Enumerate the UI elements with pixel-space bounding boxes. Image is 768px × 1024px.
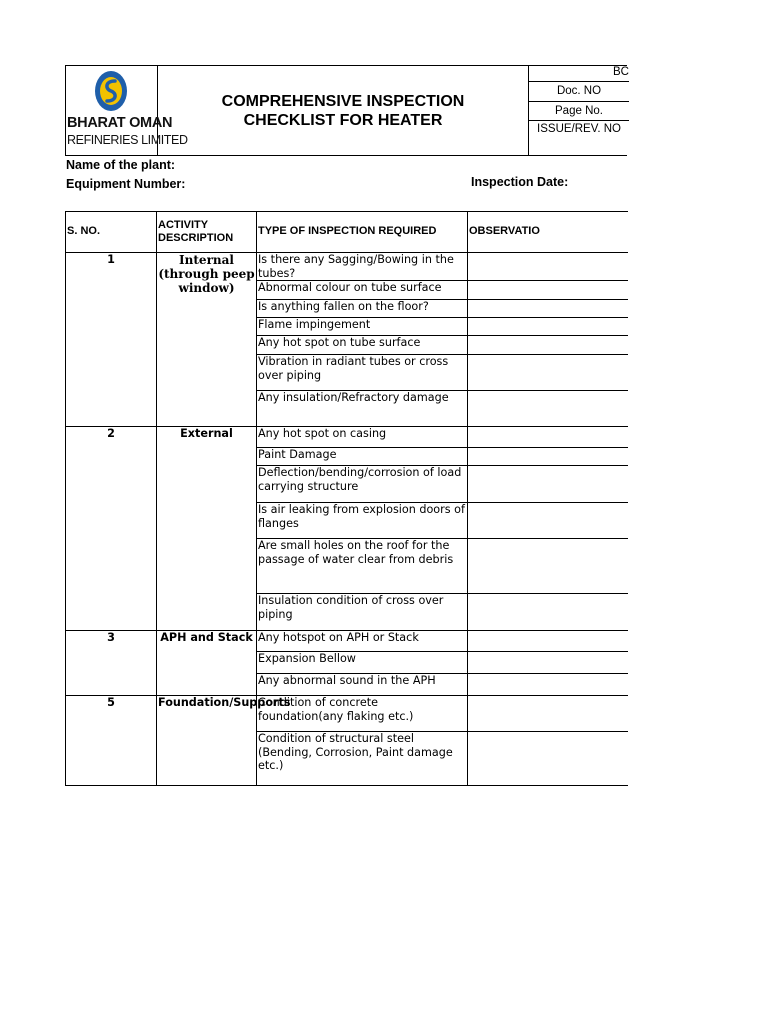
issue-rev-cell: ISSUE/REV. NO [537,123,621,135]
refinery-emblem-icon [93,69,129,113]
document-header [65,65,627,156]
inspection-item: Any hot spot on tube surface [257,336,468,355]
observation-cell[interactable] [468,539,628,594]
doc-no-cell: Doc. NO [529,82,629,102]
inspection-item: Flame impingement [257,318,468,336]
inspection-item: Any hot spot on casing [257,427,468,448]
plant-name-label: Name of the plant: [66,158,176,172]
observation-cell[interactable] [468,594,628,631]
title-line-1: COMPREHENSIVE INSPECTION [221,93,465,110]
inspection-item: Any hotspot on APH or Stack [257,631,468,652]
activity-cell: External [157,427,257,631]
inspection-item: Any insulation/Refractory damage [257,391,468,427]
title-line-2: CHECKLIST FOR HEATER [243,112,443,129]
inspection-table [65,211,628,786]
doc-code: BC [613,66,629,78]
observation-cell[interactable] [468,300,628,318]
observation-cell[interactable] [468,674,628,696]
sno-cell: 2 [66,427,157,631]
brand-name: BHARAT OMAN [67,115,173,131]
table-row [66,253,628,281]
inspection-item: Insulation condition of cross over piping [257,594,468,631]
inspection-item: Condition of concrete foundation(any flaking etc.) [257,696,468,732]
activity-cell: Foundation/Supports [157,696,257,786]
document-title [158,92,528,130]
observation-cell[interactable] [468,281,628,300]
observation-cell[interactable] [468,427,628,448]
inspection-item: Is there any Sagging/Bowing in the tubes? [257,253,468,281]
observation-cell[interactable] [468,448,628,466]
brand-subtitle: REFINERIES LIMITED [67,133,188,147]
observation-cell[interactable] [468,355,628,391]
observation-cell[interactable] [468,652,628,674]
sno-cell: 3 [66,631,157,696]
table-row [66,631,628,652]
inspection-item: Are small holes on the roof for the passage of water clear from debris [257,539,468,594]
inspection-item: Vibration in radiant tubes or cross over piping [257,355,468,391]
company-logo [66,66,188,155]
col-header-sno: S. NO. [66,212,157,253]
activity-cell: APH and Stack [157,631,257,696]
sno-cell: 1 [66,253,157,427]
table-row [66,696,628,732]
inspection-item: Deflection/bending/corrosion of load carrying structure [257,466,468,503]
inspection-item: Any abnormal sound in the APH [257,674,468,696]
page-no-cell: Page No. [529,102,629,121]
inspection-item: Expansion Bellow [257,652,468,674]
table-header-row [66,212,628,253]
col-header-type: TYPE OF INSPECTION REQUIRED [257,212,468,253]
col-header-activity: ACTIVITY DESCRIPTION [157,212,257,253]
activity-cell: Internal (through peep window) [157,253,257,427]
observation-cell[interactable] [468,732,628,786]
sno-cell: 5 [66,696,157,786]
inspection-item: Paint Damage [257,448,468,466]
observation-cell[interactable] [468,336,628,355]
inspection-item: Is air leaking from explosion doors of flanges [257,503,468,539]
doc-code-cell [529,66,629,82]
inspection-item: Is anything fallen on the floor? [257,300,468,318]
table-row [66,427,628,448]
observation-cell[interactable] [468,503,628,539]
equipment-number-label: Equipment Number: [66,177,186,191]
observation-cell[interactable] [468,631,628,652]
observation-cell[interactable] [468,696,628,732]
col-header-observation: OBSERVATIO [468,212,628,253]
observation-cell[interactable] [468,466,628,503]
inspection-item: Condition of structural steel (Bending, Corrosion, Paint damage etc.) [257,732,468,786]
observation-cell[interactable] [468,253,628,281]
observation-cell[interactable] [468,391,628,427]
inspection-date-label: Inspection Date: [471,175,569,189]
document-control-box [528,66,629,155]
inspection-item: Abnormal colour on tube surface [257,281,468,300]
observation-cell[interactable] [468,318,628,336]
